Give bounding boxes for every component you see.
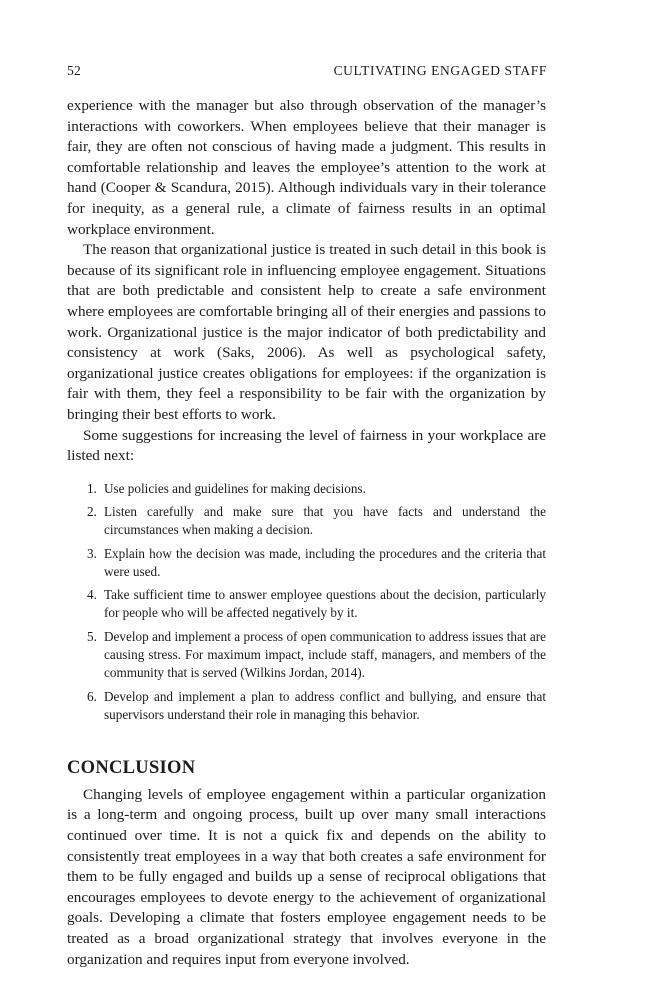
page-body <box>67 96 546 970</box>
list-item <box>67 688 546 725</box>
list-item-text: Explain how the decision was made, including the procedures and the criteria that were used. <box>104 545 546 579</box>
list-item <box>67 586 546 623</box>
section-heading-conclusion: CONCLUSION <box>67 758 196 779</box>
body-paragraph-conclusion: Changing levels of employee engagement within a particular organization is a long-term and ongoing process, built up over many small interactions continued over time. It is not a quick fix and depends on the ability to consistently treat employees in a way that both creates a safe environment for them to be fully engaged and builds up a sense of reciprocal obligations that encourages employees to devote energy to the achievement of organizational goals. Developing a climate that fosters employee engagement needs to be treated as a broad organizational strategy that involves everyone in the organization and requires input from everyone involved. <box>67 785 546 968</box>
running-title: CULTIVATING ENGAGED STAFF <box>333 63 547 78</box>
body-paragraph-suggestions-intro: Some suggestions for increasing the level of fairness in your workplace are listed next: <box>67 426 546 465</box>
list-item-text: Listen carefully and make sure that you have facts and understand the circumstances when making a decision. <box>104 503 546 538</box>
list-item-text: Develop and implement a process of open communication to address issues that are causing stress. For maximum impact, include staff, managers, and members of the community that is served (Wilkins Jordan, 2014). <box>104 628 546 681</box>
list-item-number: 4. <box>87 587 97 603</box>
list-item-number: 2. <box>87 503 97 519</box>
list-item <box>67 503 546 540</box>
page-number: 52 <box>67 63 81 78</box>
list-item-number: 1. <box>87 480 97 496</box>
list-item-text: Use policies and guidelines for making decisions. <box>104 480 366 496</box>
suggestions-list <box>67 480 546 725</box>
list-item <box>67 480 546 498</box>
body-paragraph-continued: experience with the manager but also through observation of the manager’s interactions with coworkers. When employees believe that their manager is fair, they are often not conscious of having made a judgment. This results in comfortable relationship and leaves the employee’s attention to the work at hand (Cooper & Scandura, 2015). Although individuals vary in their tolerance for inequity, as a general rule, a climate of fairness results in an optimal workplace environment. <box>67 97 546 238</box>
list-item-text: Develop and implement a plan to address conflict and bullying, and ensure that supervisors understand their role in managing this behavior. <box>104 688 546 722</box>
list-item-text: Take sufficient time to answer employee questions about the decision, particularly for people who will be affected negatively by it. <box>104 587 546 621</box>
body-paragraph-organizational-justice: The reason that organizational justice is treated in such detail in this book is because of its significant role in influencing employee engagement. Situations that are both predictable and consistent help to create a safe environment where employees are comfortable bringing all of their energies and passions to work. Organizational justice is the major indicator of both predictability and consistency at work (Saks, 2006). As well as psychological safety, organizational justice creates obligations for employees: if the organization is fair with them, they feel a responsibility to be fair with the organization by bringing their best efforts to work. <box>67 241 546 423</box>
list-item-number: 3. <box>87 545 97 561</box>
list-item <box>67 545 546 582</box>
list-item <box>67 628 546 683</box>
list-item-number: 5. <box>87 628 97 644</box>
list-item-number: 6. <box>87 688 97 704</box>
